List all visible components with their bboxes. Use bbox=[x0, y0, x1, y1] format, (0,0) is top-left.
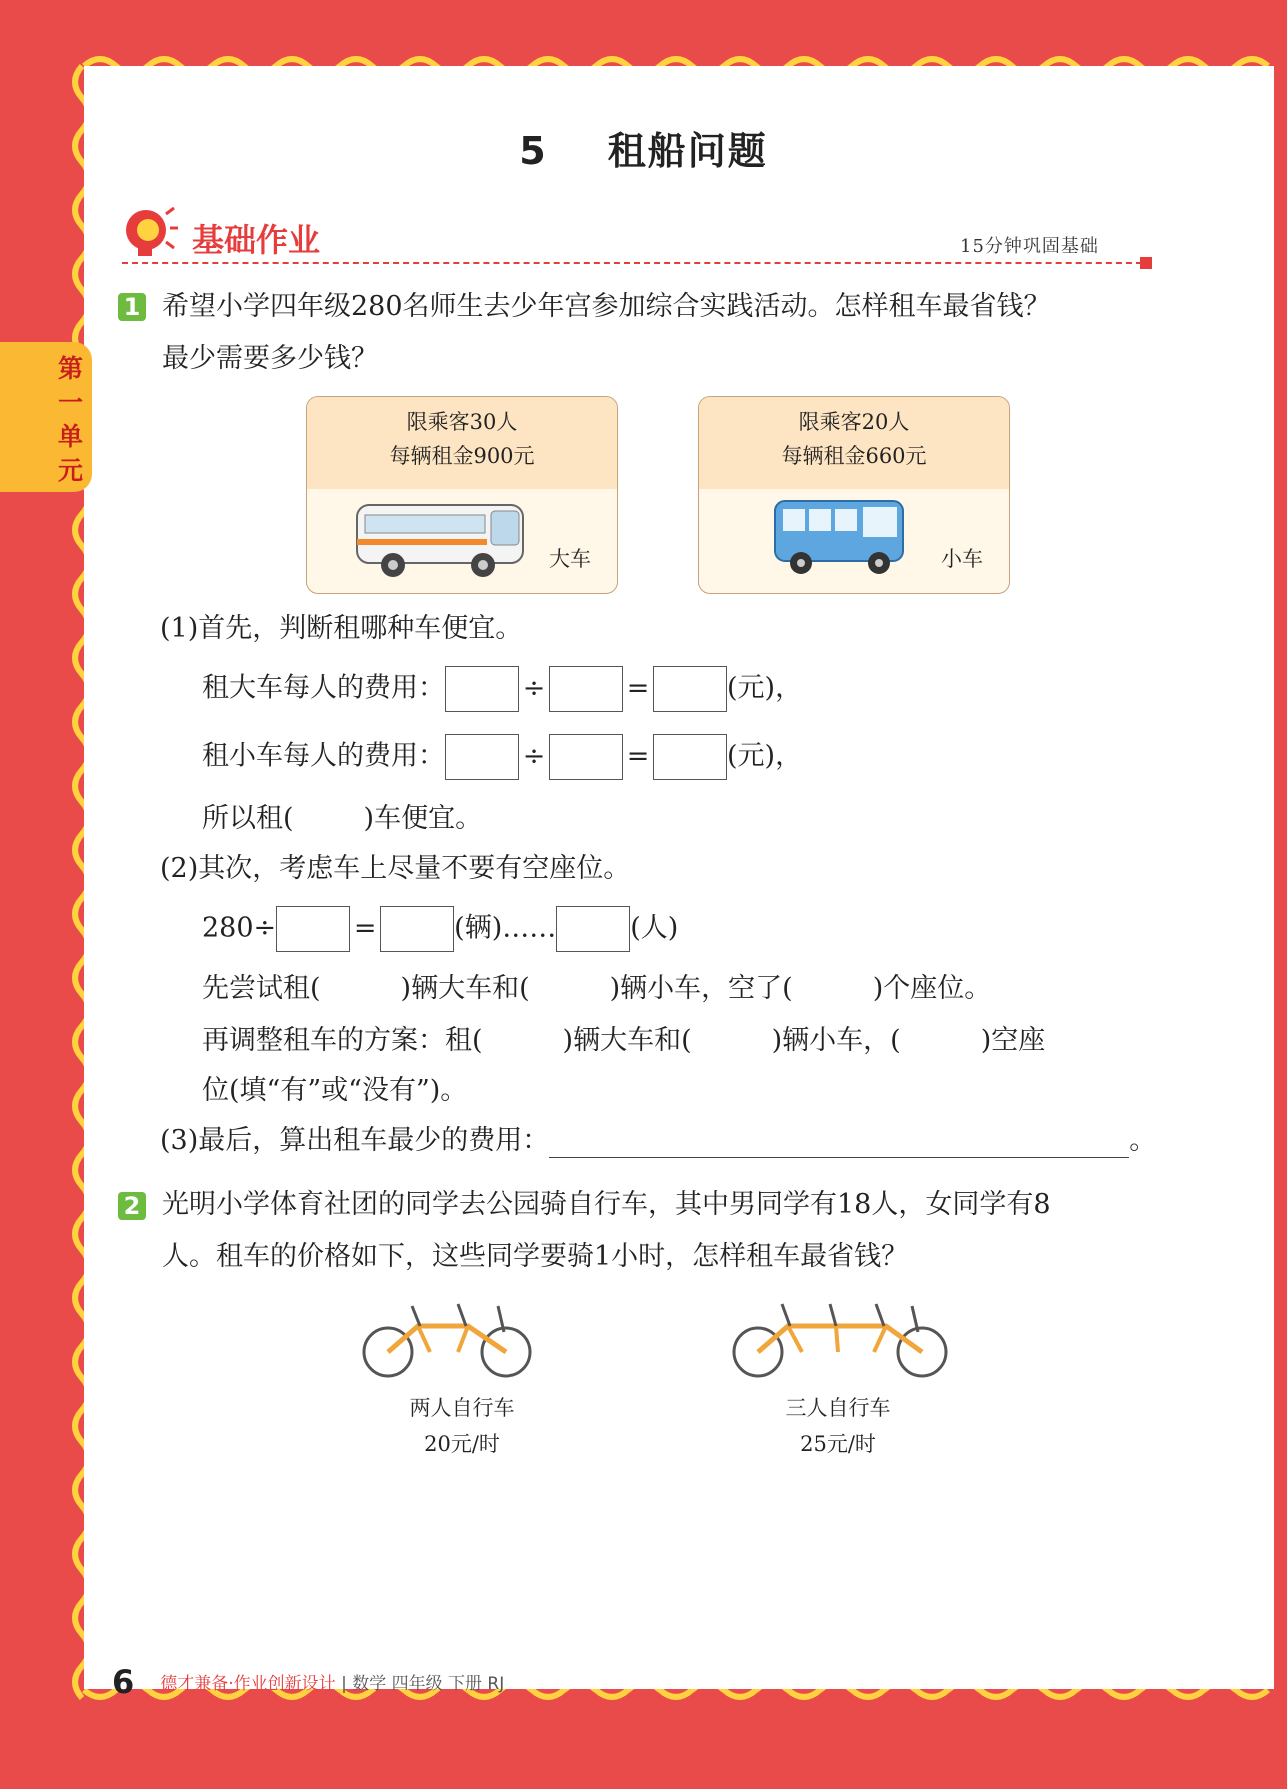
conclusion-post: )车便宜。 bbox=[363, 803, 483, 834]
question-badge: 1 bbox=[118, 293, 146, 321]
lightbulb-icon bbox=[118, 206, 178, 260]
q2-text-line1: 光明小学体育社团的同学去公园骑自行车，其中男同学有18人，女同学有8 bbox=[162, 1189, 1051, 1220]
answer-box[interactable] bbox=[445, 734, 519, 780]
page-number: 6 bbox=[112, 1663, 135, 1701]
two-person-bike-name: 两人自行车 bbox=[409, 1396, 515, 1420]
small-bus-calc-row: 租小车每人的费用： ÷ = (元)， bbox=[202, 734, 802, 780]
page-footer: 6 德才兼备·作业创新设计 | 数学 四年级 下册 RJ bbox=[112, 1663, 505, 1701]
part1-heading: (1)首先，判断租哪种车便宜。 bbox=[160, 613, 523, 644]
tandem-bike-icon bbox=[358, 1292, 538, 1382]
coach-bus-icon bbox=[353, 495, 533, 585]
big-bus-card bbox=[306, 396, 618, 594]
adjust-text: 再调整租车的方案：租( bbox=[202, 1025, 483, 1056]
part2-adjust-line2: 位(填“有”或“没有”)。 bbox=[202, 1075, 468, 1106]
question-badge: 2 bbox=[118, 1192, 146, 1220]
part3-row bbox=[160, 1124, 1156, 1158]
three-person-bike-caption bbox=[728, 1390, 948, 1462]
small-bus-price: 每辆租金660元 bbox=[781, 444, 927, 468]
answer-box[interactable] bbox=[556, 906, 630, 952]
big-bus-capacity: 限乘客30人 bbox=[406, 410, 518, 434]
unit-yuan: (元)， bbox=[727, 672, 803, 704]
answer-box[interactable] bbox=[653, 734, 727, 780]
unit-person: (人) bbox=[630, 912, 679, 944]
section-subtitle: 15分钟巩固基础 bbox=[960, 236, 1099, 257]
q1-text-line2: 最少需要多少钱？ bbox=[162, 343, 378, 374]
two-person-bike-price: 20元/时 bbox=[424, 1432, 500, 1456]
q1-text-line1: 希望小学四年级280名师生去少年宫参加综合实践活动。怎样租车最省钱？ bbox=[162, 291, 1051, 322]
answer-box[interactable] bbox=[549, 734, 623, 780]
answer-box[interactable] bbox=[549, 666, 623, 712]
lesson-number: 5 bbox=[519, 129, 548, 173]
three-person-bike-name: 三人自行车 bbox=[785, 1396, 891, 1420]
adjust-text: )辆大车和( bbox=[562, 1025, 692, 1056]
section-divider bbox=[122, 262, 1152, 264]
big-bus-calc-row: 租大车每人的费用： ÷ = (元)， bbox=[202, 666, 802, 712]
three-person-bike-price: 25元/时 bbox=[800, 1432, 876, 1456]
q2-text-line2: 人。租车的价格如下，这些同学要骑1小时，怎样租车最省钱？ bbox=[162, 1241, 909, 1272]
try-text: )个座位。 bbox=[872, 973, 992, 1004]
big-bus-price: 每辆租金900元 bbox=[389, 444, 535, 468]
answer-box[interactable] bbox=[653, 666, 727, 712]
conclusion-pre: 所以租( bbox=[202, 803, 294, 834]
part3-heading: (3)最后，算出租车最少的费用： bbox=[160, 1125, 550, 1156]
part2-heading: (2)其次，考虑车上尽量不要有空座位。 bbox=[160, 853, 631, 884]
page-title bbox=[0, 120, 1287, 175]
unit-vehicle: (辆)…… bbox=[454, 912, 557, 944]
section-title: 基础作业 bbox=[192, 221, 321, 259]
unit-side-tab bbox=[0, 342, 92, 492]
unit-tab-label: 第一单元 bbox=[58, 354, 84, 485]
small-bus-calc-label: 租小车每人的费用： bbox=[202, 740, 445, 772]
try-text: )辆大车和( bbox=[400, 973, 530, 1004]
answer-box[interactable] bbox=[276, 906, 350, 952]
part1-conclusion bbox=[202, 802, 482, 836]
footer-brand: 德才兼备·作业创新设计 bbox=[160, 1674, 336, 1694]
unit-yuan: (元)， bbox=[727, 740, 803, 772]
minibus-icon bbox=[771, 493, 911, 583]
big-bus-calc-label: 租大车每人的费用： bbox=[202, 672, 445, 704]
answer-box[interactable] bbox=[380, 906, 454, 952]
answer-line[interactable] bbox=[549, 1127, 1129, 1158]
try-text: 先尝试租( bbox=[202, 973, 321, 1004]
divider-end-marker bbox=[1140, 257, 1152, 269]
try-text: )辆小车，空了( bbox=[609, 973, 793, 1004]
two-person-bike-caption bbox=[352, 1390, 572, 1462]
part2-adjust-row bbox=[202, 1024, 1045, 1058]
adjust-text: )空座 bbox=[980, 1025, 1046, 1056]
footer-info: 数学 四年级 下册 RJ bbox=[352, 1674, 505, 1694]
triple-bike-icon bbox=[726, 1292, 956, 1382]
lesson-title: 租船问题 bbox=[607, 129, 768, 173]
big-bus-label: 大车 bbox=[549, 547, 591, 571]
part3-end: 。 bbox=[1129, 1125, 1157, 1156]
small-bus-label: 小车 bbox=[941, 547, 983, 571]
answer-box[interactable] bbox=[445, 666, 519, 712]
part2-try-row bbox=[202, 972, 991, 1006]
adjust-text: )辆小车，( bbox=[771, 1025, 901, 1056]
small-bus-card bbox=[698, 396, 1010, 594]
small-bus-capacity: 限乘客20人 bbox=[798, 410, 910, 434]
calc-prefix: 280÷ bbox=[202, 912, 277, 944]
part2-calc-row: 280÷ = (辆)…… (人) bbox=[202, 906, 678, 952]
